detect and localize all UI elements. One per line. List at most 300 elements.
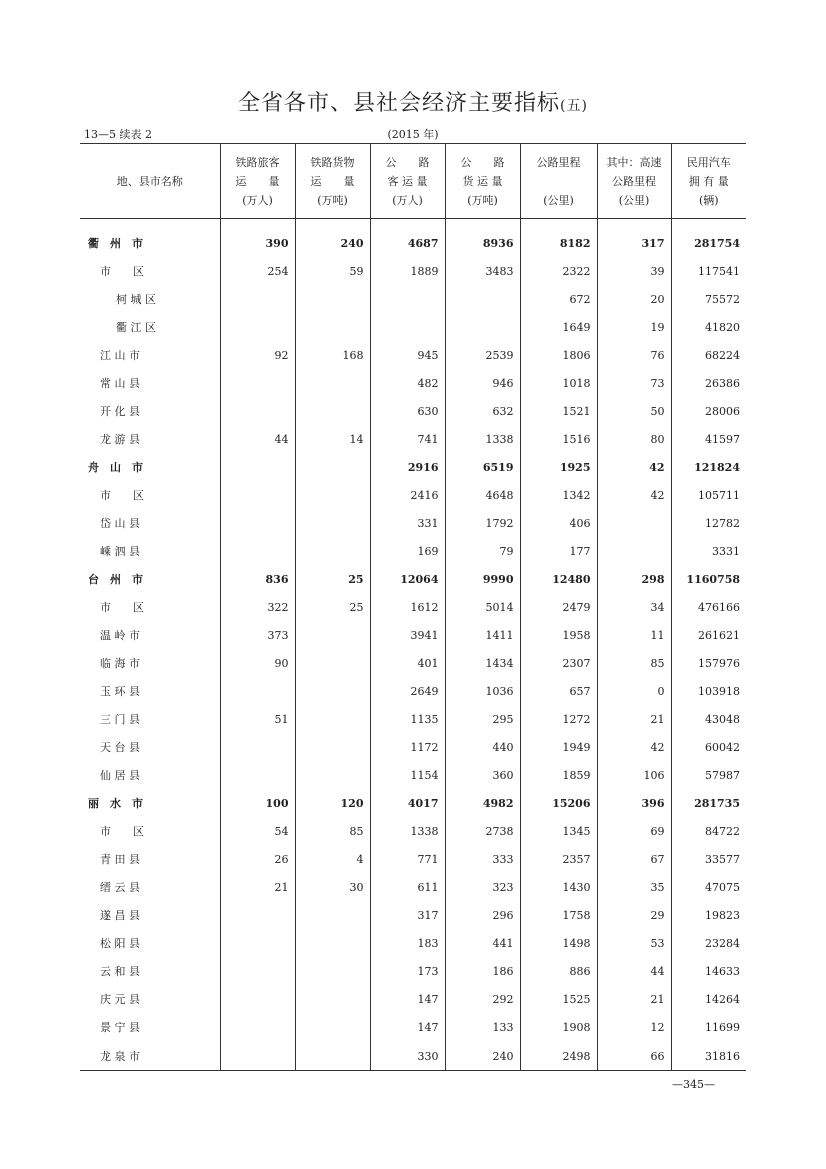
- value-cell: [220, 509, 295, 537]
- spacer-cell: [445, 219, 520, 230]
- county-row: [80, 929, 746, 957]
- value-cell: 85: [597, 649, 671, 677]
- value-cell: 26386: [671, 369, 746, 397]
- value-cell: 68224: [671, 341, 746, 369]
- county-row: [80, 509, 746, 537]
- value-cell: [220, 285, 295, 313]
- value-cell: 4: [295, 845, 370, 873]
- value-cell: [295, 369, 370, 397]
- column-header-line: (万吨): [467, 193, 498, 207]
- spacer-cell: [520, 219, 597, 230]
- county-row: [80, 873, 746, 901]
- region-name: 市 区: [100, 601, 144, 614]
- region-name: 嵊 泗 县: [100, 545, 140, 558]
- region-name: 天 台 县: [100, 741, 140, 754]
- spacer-row: [80, 219, 746, 230]
- value-cell: 741: [370, 425, 445, 453]
- column-header: [597, 144, 671, 219]
- value-cell: [295, 453, 370, 481]
- value-cell: 2649: [370, 677, 445, 705]
- column-header-line: 公 路: [385, 155, 430, 169]
- value-cell: 53: [597, 929, 671, 957]
- value-cell: [295, 957, 370, 985]
- value-cell: 611: [370, 873, 445, 901]
- value-cell: 66: [597, 1041, 671, 1071]
- value-cell: 26: [220, 845, 295, 873]
- value-cell: 482: [370, 369, 445, 397]
- value-cell: 28006: [671, 397, 746, 425]
- value-cell: 3331: [671, 537, 746, 565]
- value-cell: 281735: [671, 789, 746, 817]
- value-cell: 1345: [520, 817, 597, 845]
- value-cell: [295, 537, 370, 565]
- value-cell: 14: [295, 425, 370, 453]
- value-cell: 2738: [445, 817, 520, 845]
- value-cell: 323: [445, 873, 520, 901]
- value-cell: 1516: [520, 425, 597, 453]
- value-cell: 29: [597, 901, 671, 929]
- county-row: [80, 537, 746, 565]
- value-cell: 11699: [671, 1013, 746, 1041]
- value-cell: 120: [295, 789, 370, 817]
- spacer-cell: [671, 219, 746, 230]
- value-cell: 12782: [671, 509, 746, 537]
- region-name: 舟 山 市: [88, 461, 143, 474]
- column-header-line: [525, 172, 593, 191]
- value-cell: 330: [370, 1041, 445, 1071]
- region-name: 松 阳 县: [100, 937, 140, 950]
- spacer-cell: [597, 219, 671, 230]
- column-header-line: 民用汽车: [686, 155, 731, 169]
- region-name: 江 山 市: [100, 349, 140, 362]
- value-cell: 373: [220, 621, 295, 649]
- column-header-line: 其中：高速: [606, 155, 662, 169]
- region-name: 台 州 市: [88, 573, 143, 586]
- region-name: 青 田 县: [100, 853, 140, 866]
- value-cell: 12: [597, 1013, 671, 1041]
- value-cell: 54: [220, 817, 295, 845]
- value-cell: [295, 397, 370, 425]
- value-cell: [295, 677, 370, 705]
- value-cell: 1792: [445, 509, 520, 537]
- value-cell: 157976: [671, 649, 746, 677]
- value-cell: 14264: [671, 985, 746, 1013]
- region-name: 市 区: [100, 489, 144, 502]
- value-cell: 12064: [370, 565, 445, 593]
- value-cell: [370, 285, 445, 313]
- column-header-line: 铁路货物: [310, 155, 355, 169]
- value-cell: 11: [597, 621, 671, 649]
- value-cell: 331: [370, 509, 445, 537]
- value-cell: 80: [597, 425, 671, 453]
- value-cell: [295, 285, 370, 313]
- region-name: 柯 城 区: [116, 293, 156, 306]
- county-row: [80, 1041, 746, 1071]
- city-row: [80, 565, 746, 593]
- value-cell: 106: [597, 761, 671, 789]
- value-cell: 75572: [671, 285, 746, 313]
- value-cell: 19: [597, 313, 671, 341]
- value-cell: 60042: [671, 733, 746, 761]
- value-cell: [220, 677, 295, 705]
- value-cell: [295, 1013, 370, 1041]
- value-cell: 19823: [671, 901, 746, 929]
- value-cell: 406: [520, 509, 597, 537]
- column-header-line: 公路里程: [536, 155, 581, 169]
- column-header: [445, 144, 520, 219]
- value-cell: [295, 705, 370, 733]
- value-cell: 4017: [370, 789, 445, 817]
- value-cell: 630: [370, 397, 445, 425]
- county-row: [80, 257, 746, 285]
- region-name: 遂 昌 县: [100, 909, 140, 922]
- region-name: 温 岭 市: [100, 629, 140, 642]
- column-header: [80, 144, 220, 219]
- column-header-line: 客 运 量: [387, 174, 428, 188]
- column-header-line: 运 量: [310, 174, 355, 188]
- column-header: [370, 144, 445, 219]
- spacer-cell: [220, 219, 295, 230]
- value-cell: 79: [445, 537, 520, 565]
- county-row: [80, 733, 746, 761]
- value-cell: 261621: [671, 621, 746, 649]
- value-cell: 1036: [445, 677, 520, 705]
- value-cell: 2322: [520, 257, 597, 285]
- value-cell: 5014: [445, 593, 520, 621]
- value-cell: 42: [597, 481, 671, 509]
- header-row: [80, 144, 746, 219]
- column-header-line: 拥 有 量: [688, 174, 729, 188]
- value-cell: [220, 761, 295, 789]
- value-cell: 1925: [520, 453, 597, 481]
- value-cell: 1649: [520, 313, 597, 341]
- value-cell: 4687: [370, 229, 445, 257]
- value-cell: 1434: [445, 649, 520, 677]
- value-cell: 39: [597, 257, 671, 285]
- value-cell: 44: [597, 957, 671, 985]
- value-cell: 1154: [370, 761, 445, 789]
- value-cell: 296: [445, 901, 520, 929]
- value-cell: 100: [220, 789, 295, 817]
- value-cell: 12480: [520, 565, 597, 593]
- value-cell: 1018: [520, 369, 597, 397]
- column-header-line: (万人): [392, 193, 423, 207]
- spacer-cell: [80, 219, 220, 230]
- value-cell: 41597: [671, 425, 746, 453]
- page-number: —345—: [672, 1078, 715, 1091]
- value-cell: 4982: [445, 789, 520, 817]
- value-cell: 51: [220, 705, 295, 733]
- column-header: [220, 144, 295, 219]
- value-cell: [295, 929, 370, 957]
- value-cell: 657: [520, 677, 597, 705]
- value-cell: [295, 1041, 370, 1071]
- value-cell: [220, 397, 295, 425]
- region-name: 云 和 县: [100, 965, 140, 978]
- value-cell: 1521: [520, 397, 597, 425]
- region-name: 龙 泉 市: [100, 1050, 140, 1063]
- value-cell: 69: [597, 817, 671, 845]
- value-cell: 186: [445, 957, 520, 985]
- county-row: [80, 901, 746, 929]
- county-row: [80, 397, 746, 425]
- county-row: [80, 369, 746, 397]
- value-cell: 771: [370, 845, 445, 873]
- county-row: [80, 845, 746, 873]
- column-header-line: (公里): [543, 193, 574, 207]
- region-name: 市 区: [100, 265, 144, 278]
- value-cell: [220, 313, 295, 341]
- value-cell: 76: [597, 341, 671, 369]
- value-cell: 1160758: [671, 565, 746, 593]
- value-cell: 21: [597, 705, 671, 733]
- value-cell: 1859: [520, 761, 597, 789]
- value-cell: 3941: [370, 621, 445, 649]
- county-row: [80, 593, 746, 621]
- value-cell: 168: [295, 341, 370, 369]
- value-cell: 117541: [671, 257, 746, 285]
- value-cell: [445, 313, 520, 341]
- value-cell: 1612: [370, 593, 445, 621]
- value-cell: 59: [295, 257, 370, 285]
- city-row: [80, 453, 746, 481]
- column-header-line: (万人): [242, 193, 273, 207]
- region-name: 景 宁 县: [100, 1021, 140, 1034]
- value-cell: 6519: [445, 453, 520, 481]
- value-cell: 9990: [445, 565, 520, 593]
- value-cell: 1498: [520, 929, 597, 957]
- statistics-table: [80, 143, 746, 1071]
- county-row: [80, 1013, 746, 1041]
- value-cell: 2357: [520, 845, 597, 873]
- county-row: [80, 957, 746, 985]
- column-header-line: (万吨): [317, 193, 348, 207]
- value-cell: 25: [295, 593, 370, 621]
- value-cell: 1908: [520, 1013, 597, 1041]
- title-text: 全省各市、县社会经济主要指标: [238, 91, 561, 116]
- value-cell: 396: [597, 789, 671, 817]
- value-cell: 147: [370, 985, 445, 1013]
- value-cell: 2916: [370, 453, 445, 481]
- value-cell: 1411: [445, 621, 520, 649]
- value-cell: 836: [220, 565, 295, 593]
- value-cell: 35: [597, 873, 671, 901]
- value-cell: 57987: [671, 761, 746, 789]
- value-cell: 672: [520, 285, 597, 313]
- value-cell: 21: [220, 873, 295, 901]
- value-cell: 298: [597, 565, 671, 593]
- value-cell: [220, 369, 295, 397]
- value-cell: 1430: [520, 873, 597, 901]
- value-cell: 1272: [520, 705, 597, 733]
- page-title: [0, 86, 826, 117]
- value-cell: [295, 985, 370, 1013]
- county-row: [80, 425, 746, 453]
- column-header-line: (公里): [618, 193, 650, 207]
- value-cell: [295, 761, 370, 789]
- value-cell: [295, 509, 370, 537]
- county-row: [80, 761, 746, 789]
- title-suffix: (五): [560, 98, 588, 114]
- value-cell: 254: [220, 257, 295, 285]
- value-cell: [220, 929, 295, 957]
- value-cell: 3483: [445, 257, 520, 285]
- value-cell: 90: [220, 649, 295, 677]
- value-cell: 50: [597, 397, 671, 425]
- value-cell: 317: [597, 229, 671, 257]
- value-cell: 322: [220, 593, 295, 621]
- region-name: 常 山 县: [100, 377, 140, 390]
- value-cell: 1889: [370, 257, 445, 285]
- value-cell: 41820: [671, 313, 746, 341]
- value-cell: [295, 649, 370, 677]
- county-row: [80, 817, 746, 845]
- value-cell: 632: [445, 397, 520, 425]
- value-cell: 390: [220, 229, 295, 257]
- table-id: 13—5 续表 2: [84, 128, 152, 141]
- value-cell: 147: [370, 1013, 445, 1041]
- value-cell: 34: [597, 593, 671, 621]
- column-header-line: 运 量: [235, 174, 280, 188]
- value-cell: [220, 733, 295, 761]
- column-header-line: (辆): [698, 193, 719, 207]
- value-cell: [220, 1013, 295, 1041]
- value-cell: 886: [520, 957, 597, 985]
- column-header-line: 公 路: [460, 155, 505, 169]
- value-cell: 20: [597, 285, 671, 313]
- value-cell: 25: [295, 565, 370, 593]
- value-cell: 8936: [445, 229, 520, 257]
- value-cell: 333: [445, 845, 520, 873]
- value-cell: 360: [445, 761, 520, 789]
- value-cell: 30: [295, 873, 370, 901]
- value-cell: 295: [445, 705, 520, 733]
- value-cell: 240: [445, 1041, 520, 1071]
- value-cell: 133: [445, 1013, 520, 1041]
- value-cell: 0: [597, 677, 671, 705]
- county-row: [80, 621, 746, 649]
- value-cell: 42: [597, 453, 671, 481]
- value-cell: 1949: [520, 733, 597, 761]
- table-body: [80, 219, 746, 1072]
- value-cell: 946: [445, 369, 520, 397]
- value-cell: 177: [520, 537, 597, 565]
- value-cell: 44: [220, 425, 295, 453]
- value-cell: 281754: [671, 229, 746, 257]
- value-cell: 73: [597, 369, 671, 397]
- value-cell: 2307: [520, 649, 597, 677]
- value-cell: 1338: [445, 425, 520, 453]
- county-row: [80, 341, 746, 369]
- value-cell: 15206: [520, 789, 597, 817]
- value-cell: 21: [597, 985, 671, 1013]
- region-name: 庆 元 县: [100, 993, 140, 1006]
- value-cell: 43048: [671, 705, 746, 733]
- value-cell: [295, 901, 370, 929]
- value-cell: 292: [445, 985, 520, 1013]
- value-cell: 2416: [370, 481, 445, 509]
- column-header: [520, 144, 597, 219]
- value-cell: 31816: [671, 1041, 746, 1071]
- value-cell: [220, 481, 295, 509]
- value-cell: 14633: [671, 957, 746, 985]
- value-cell: [445, 285, 520, 313]
- value-cell: 85: [295, 817, 370, 845]
- region-name: 丽 水 市: [88, 797, 143, 810]
- value-cell: 103918: [671, 677, 746, 705]
- value-cell: 401: [370, 649, 445, 677]
- county-row: [80, 313, 746, 341]
- column-header: [671, 144, 746, 219]
- county-row: [80, 705, 746, 733]
- region-name: 龙 游 县: [100, 433, 140, 446]
- region-name: 临 海 市: [100, 657, 140, 670]
- value-cell: 33577: [671, 845, 746, 873]
- city-row: [80, 229, 746, 257]
- value-cell: 1958: [520, 621, 597, 649]
- column-header-line: 地、县市名称: [116, 174, 183, 188]
- value-cell: 1338: [370, 817, 445, 845]
- value-cell: 121824: [671, 453, 746, 481]
- value-cell: 2479: [520, 593, 597, 621]
- city-row: [80, 789, 746, 817]
- region-name: 市 区: [100, 825, 144, 838]
- value-cell: 441: [445, 929, 520, 957]
- spacer-cell: [370, 219, 445, 230]
- bottom-rule: [80, 1070, 746, 1071]
- value-cell: [295, 481, 370, 509]
- column-header-line: 公路里程: [612, 174, 656, 188]
- value-cell: 92: [220, 341, 295, 369]
- value-cell: 47075: [671, 873, 746, 901]
- county-row: [80, 677, 746, 705]
- value-cell: [220, 1041, 295, 1071]
- region-name: 衢 州 市: [88, 237, 143, 250]
- value-cell: [295, 313, 370, 341]
- county-row: [80, 481, 746, 509]
- value-cell: [220, 957, 295, 985]
- value-cell: 183: [370, 929, 445, 957]
- value-cell: 2498: [520, 1041, 597, 1071]
- column-header-line: 铁路旅客: [235, 155, 280, 169]
- value-cell: 67: [597, 845, 671, 873]
- value-cell: [220, 985, 295, 1013]
- value-cell: 945: [370, 341, 445, 369]
- value-cell: 1758: [520, 901, 597, 929]
- region-name: 衢 江 区: [116, 321, 156, 334]
- value-cell: [370, 313, 445, 341]
- column-header-line: 货 运 量: [462, 174, 503, 188]
- value-cell: [295, 621, 370, 649]
- value-cell: 1342: [520, 481, 597, 509]
- value-cell: 476166: [671, 593, 746, 621]
- value-cell: 105711: [671, 481, 746, 509]
- value-cell: [295, 733, 370, 761]
- county-row: [80, 285, 746, 313]
- region-name: 缙 云 县: [100, 881, 140, 894]
- value-cell: 1135: [370, 705, 445, 733]
- value-cell: 8182: [520, 229, 597, 257]
- region-name: 岱 山 县: [100, 517, 140, 530]
- value-cell: 1525: [520, 985, 597, 1013]
- value-cell: 240: [295, 229, 370, 257]
- region-name: 开 化 县: [100, 405, 140, 418]
- value-cell: 4648: [445, 481, 520, 509]
- value-cell: 84722: [671, 817, 746, 845]
- value-cell: 1806: [520, 341, 597, 369]
- county-row: [80, 985, 746, 1013]
- value-cell: [220, 453, 295, 481]
